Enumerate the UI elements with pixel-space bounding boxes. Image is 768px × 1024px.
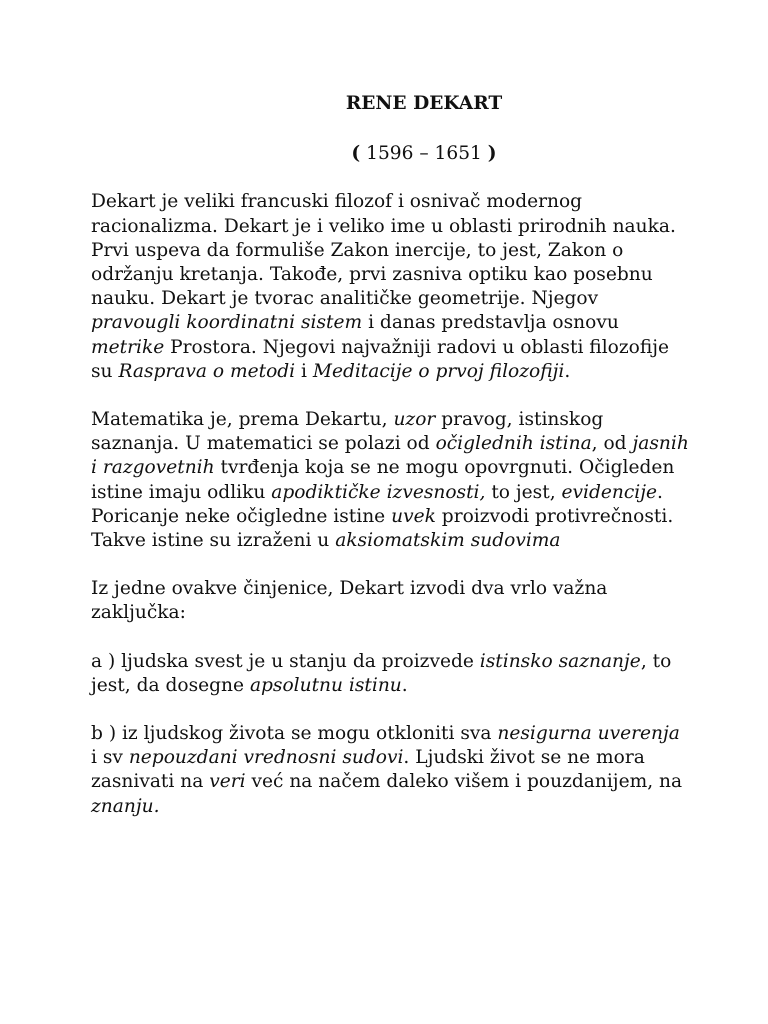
document-page <box>91 92 691 843</box>
text-run: i <box>295 360 313 382</box>
emphasis-run: veri <box>209 771 246 793</box>
text-run: , to jest, da dosegne <box>91 650 672 696</box>
emphasis-run: istinsko saznanje <box>479 650 641 672</box>
paragraph-conclusion-b <box>91 722 691 819</box>
text-run: proizvodi protivrečnosti. Takve istine su izraženi u <box>91 505 674 552</box>
emphasis-run: evidencije <box>561 481 657 503</box>
text-run: tvrđenja koja se ne mogu opovrgnuti. Očigleden istine imaju odliku <box>91 457 675 503</box>
emphasis-run: nesigurna uverenja <box>497 723 680 745</box>
text-run: b ) iz ljudskog života se mogu otkloniti sva <box>91 723 498 745</box>
emphasis-run: uzor <box>393 409 436 431</box>
text-run: Prostora. Njegovi najvažniji radovi u oblasti filozofije su <box>91 336 670 382</box>
emphasis-run: pravougli koordinatni sistem <box>91 312 363 334</box>
text-run: . <box>564 360 571 382</box>
dates-open-paren: ( <box>351 143 361 165</box>
life-dates <box>91 142 691 166</box>
emphasis-run: nepouzdani vrednosni sudovi <box>128 747 404 769</box>
emphasis-run: Meditacije o prvoj filozofiji <box>312 360 565 382</box>
paragraph-intro <box>91 190 691 384</box>
emphasis-run: jasnih i razgovetnih <box>91 433 689 479</box>
text-run: Matematika je, prema Dekartu, <box>91 409 394 431</box>
text-run: . Poricanje neke očigledne istine <box>91 481 663 527</box>
emphasis-run: apodiktičke izvesnosti, <box>271 481 486 503</box>
emphasis-run: metrike <box>91 336 165 358</box>
text-run: i sv <box>91 747 129 769</box>
dates-close-paren: ) <box>487 143 497 165</box>
paragraph-conclusions-intro: Iz jedne ovakve činjenice, Dekart izvodi dva vrlo važna zaključka: <box>91 578 608 624</box>
document-title: RENE DEKART <box>345 93 503 114</box>
text-run: a ) ljudska svest je u stanju da proizvede <box>91 650 480 672</box>
text-run: pravog, istinskog saznanja. U matematici se polazi od <box>91 409 604 455</box>
emphasis-run: znanju. <box>91 795 160 817</box>
text-run: to jest, <box>485 481 562 503</box>
text-run: . Ljudski život se ne mora zasnivati na <box>91 747 645 793</box>
emphasis-run: očiglednih istina <box>435 433 592 455</box>
text-run: Dekart je veliki francuski filozof i osnivač modernog racionalizma. Dekart je i veliko ime u oblasti prirodnih nauka. Prvi uspeva da formuliše Zakon inercije, to jest, Zakon o održanju kretanja. Takođe, prvi zasniva optiku kao posebnu nauku. Dekart je tvorac analitičke geometrije. Njegov <box>91 191 676 310</box>
paragraph-conclusion-a <box>91 650 691 698</box>
dates-range: 1596 – 1651 <box>360 143 488 165</box>
text-run: , od <box>591 433 633 455</box>
text-run: . <box>401 674 408 696</box>
paragraph-mathematics <box>91 408 691 553</box>
text-run: i danas predstavlja osnovu <box>362 312 619 334</box>
emphasis-run: uvek <box>391 505 436 527</box>
emphasis-run: Rasprava o metodi <box>118 360 296 382</box>
emphasis-run: apsolutnu istinu <box>249 674 402 696</box>
text-run: već na načem daleko višem i pouzdanijem, na <box>245 771 683 793</box>
emphasis-run: aksiomatskim sudovima <box>335 530 561 552</box>
